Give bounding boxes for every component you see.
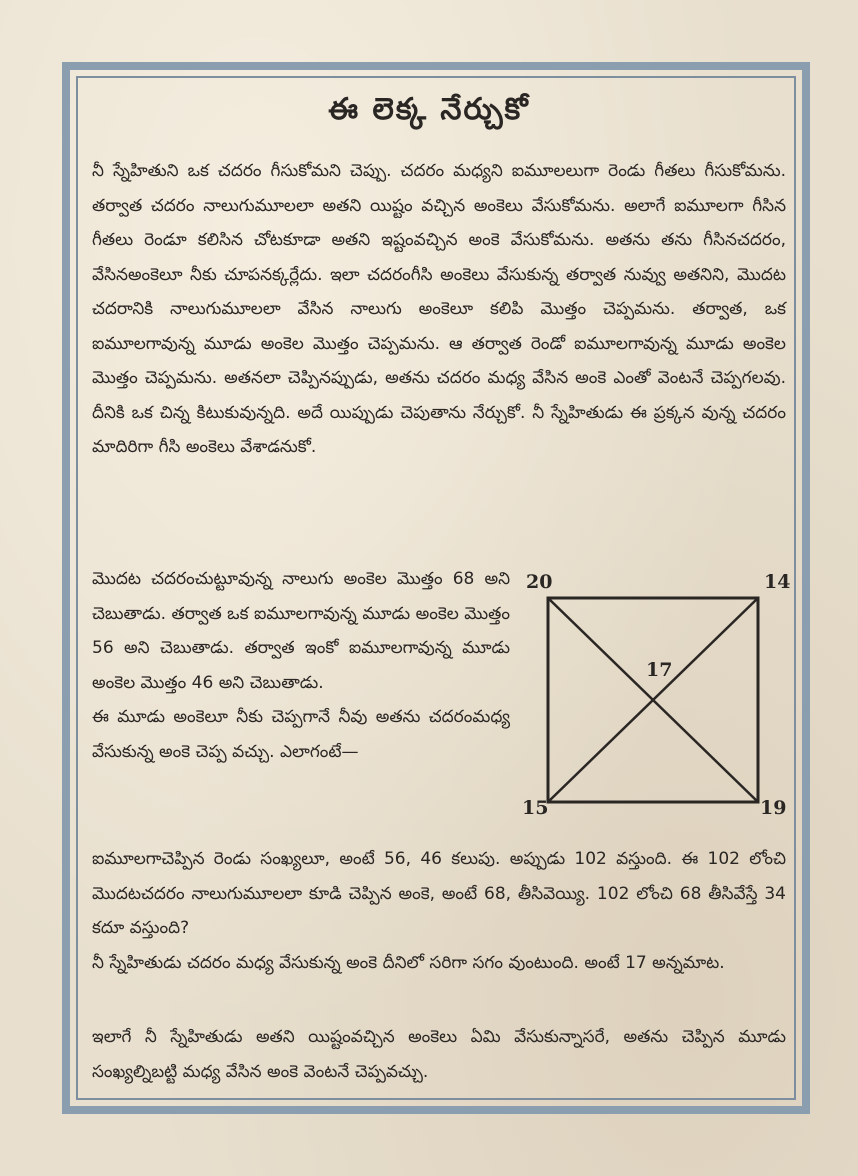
side-paragraph-how: ఈ మూడు అంకెలూ నీకు చెప్పగానే నీవు అతను చదరంమధ్య వేసుకున్న అంకె చెప్ప వచ్చు. ఎలాగంటే— <box>92 707 510 762</box>
page-title: ఈ లెక్క నేర్చుకో <box>328 92 530 127</box>
corner-number-bottom-left: 15 <box>522 797 549 819</box>
square-diagram <box>518 566 794 822</box>
closing-paragraph: ఇలాగే నీ స్నేహితుడు అతని యిష్టంవచ్చిన అంకెలు ఏమి వేసుకున్నాసరే, అతను చెప్పిన మూడు సంఖ్యల్నిబట్టి మధ్య వేసిన అంకె వెంటనే చెప్పవచ్చు. <box>92 1027 786 1082</box>
half-paragraph: నీ స్నేహితుడు చదరం మధ్య వేసుకున్న అంకె దీనిలో సరిగా సగం వుంటుంది. అంటే 17 అన్నమాట. <box>92 953 725 973</box>
explanation-paragraph: ఐమూలగాచెప్పిన రెండు సంఖ్యలూ, అంటే 56, 46 కలుపు. అప్పుడు 102 వస్తుంది. ఈ 102 లోంచి మొదటచదరం నాలుగుమూలలా కూడి చెప్పిన అంకె, అంటే 68, తీసివెయ్యి. 102 లోంచి 68 తీసివేస్తే 34 కదూ వస్తుంది? <box>92 849 786 938</box>
side-paragraph-sums: మొదట చదరంచుట్టూవున్న నాలుగు అంకెల మొత్తం 68 అని చెబుతాడు. తర్వాత ఒక ఐమూలగావున్న మూడు అంకెల మొత్తం 56 అని చెబుతాడు. తర్వాత ఇంకో ఐమూలగావున్న మూడు అంకెల మొత్తం 46 అని చెబుతాడు. <box>92 569 510 693</box>
side-text-block <box>92 562 510 770</box>
intro-paragraph: నీ స్నేహితుని ఒక చదరం గీసుకోమని చెప్పు. చదరం మధ్యని ఐమూలలుగా రెండు గీతలు గీసుకోమను. తర్వాత చదరం నాలుగుమూలలా అతని యిష్టం వచ్చిన అంకెలు వేసుకోమను. అలాగే ఐమూలగా గీసిన గీతలు రెండూ కలిసిన చోటకూడా అతని ఇష్టంవచ్చిన అంకె వేసుకోమను. అతను తను గీసినచదరం, వేసినఅంకెలూ నీకు చూపనక్కర్లేదు. ఇలా చదరంగీసి అంకెలు వేసుకున్న తర్వాత నువ్వు అతనిని, మొదట చదరానికి నాలుగుమూలలా వేసిన నాలుగు అంకెలూ కలిపి మొత్తం చెప్పమను. తర్వాత, ఒక ఐమూలగావున్న మూడు అంకెల మొత్తం చెప్పమను. ఆ తర్వాత రెండో ఐమూలగావున్న మూడు అంకెల మొత్తం చెప్పమను. అతనలా చెప్పినప్పుడు, అతను చదరం మధ్య వేసిన అంకె ఎంతో వెంటనే చెప్పగలవు. దీనికి ఒక చిన్న కిటుకువున్నది. అదే యిప్పుడు చెపుతాను నేర్చుకో. నీ స్నేహితుడు ఈ ప్రక్కన వున్న చదరం మాదిరిగా గీసి అంకెలు వేశాడనుకో. <box>92 161 786 457</box>
corner-number-bottom-right: 19 <box>760 797 787 819</box>
center-number: 17 <box>646 659 673 681</box>
corner-number-top-right: 14 <box>764 571 791 593</box>
corner-number-top-left: 20 <box>526 571 553 593</box>
